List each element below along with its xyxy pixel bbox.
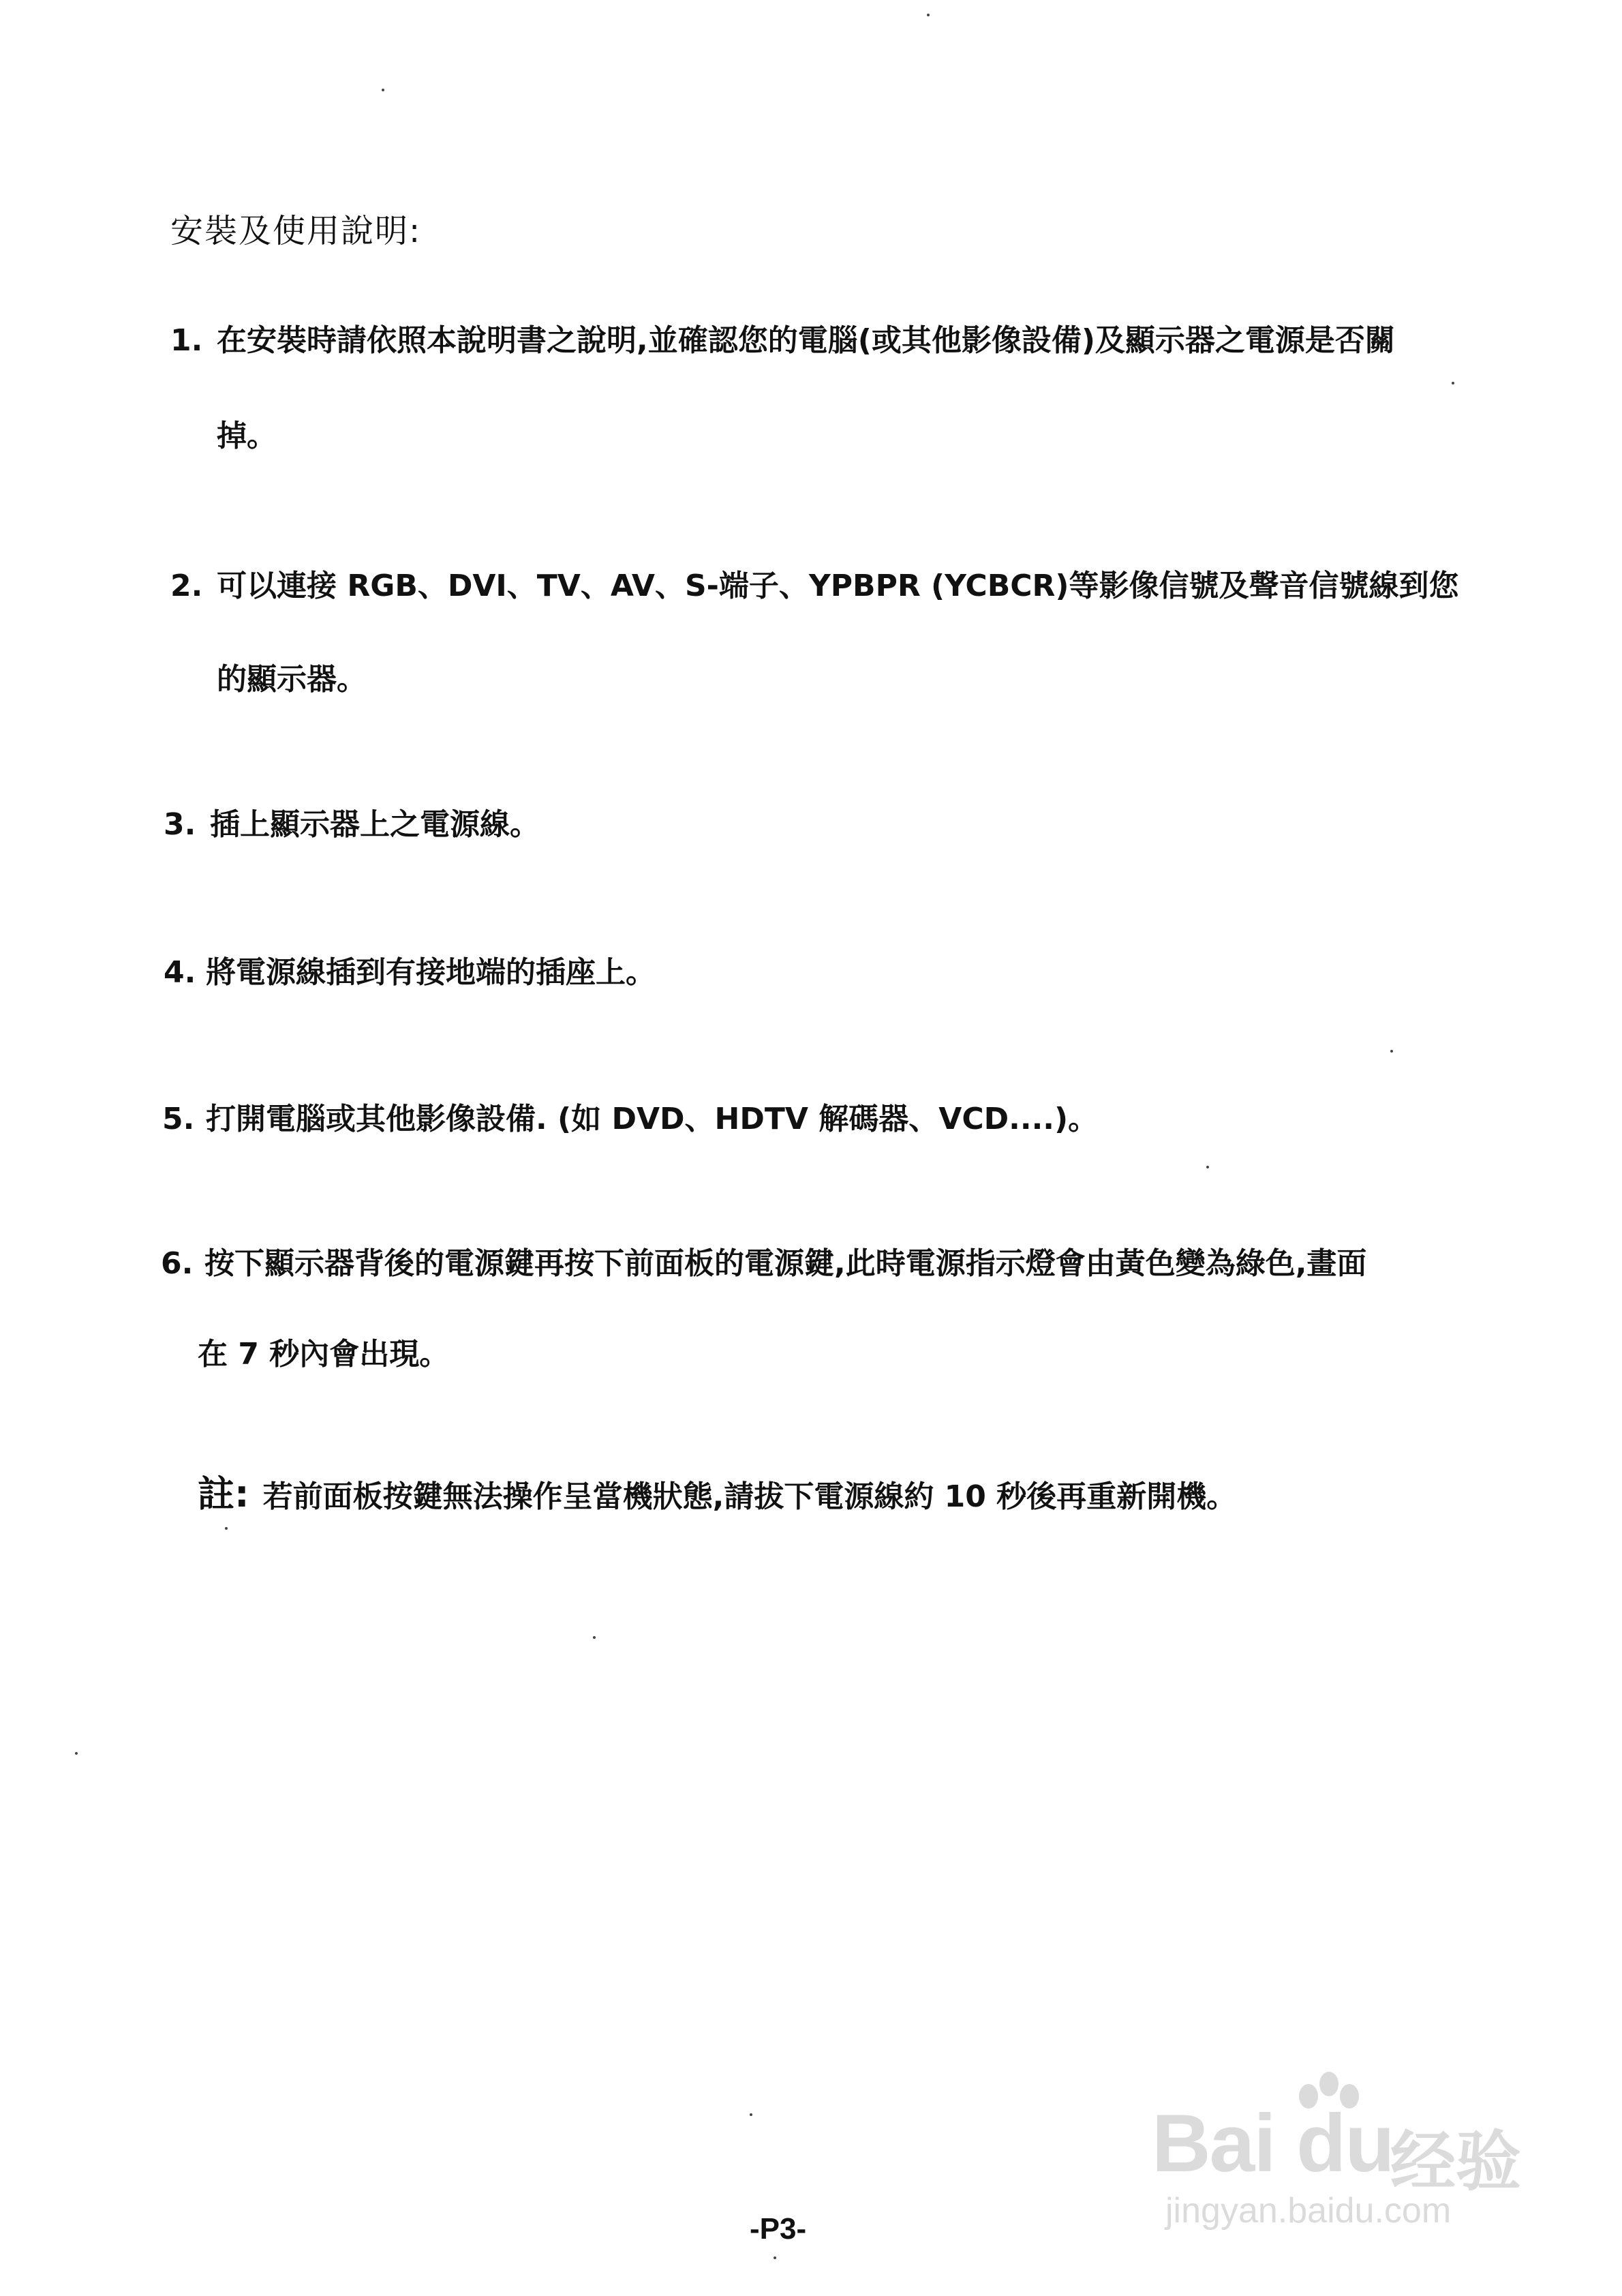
scan-speck: [750, 2113, 752, 2116]
list-item-number: 5.: [162, 1102, 195, 1136]
baidu-watermark: [1152, 2069, 1547, 2233]
scan-speck: [1390, 1050, 1393, 1053]
list-item-number: 3.: [164, 807, 196, 842]
note-label: 註:: [198, 1472, 249, 1515]
list-item-2-continuation: 的顯示器。: [217, 662, 367, 697]
scan-speck: [774, 2256, 776, 2259]
page-number: -P3-: [750, 2212, 807, 2246]
scan-speck: [382, 89, 384, 91]
list-item-number: 6.: [161, 1246, 194, 1281]
scan-speck: [1206, 1166, 1209, 1168]
scan-speck: [927, 14, 930, 16]
note: [198, 1472, 1237, 1515]
list-item-text: 插上顯示器上之電源線。: [210, 807, 540, 842]
note-text: 若前面板按鍵無法操作呈當機狀態,請拔下電源線約 10 秒後再重新開機。: [262, 1479, 1237, 1514]
page-title: 安裝及使用說明:: [170, 212, 422, 250]
scan-speck: [593, 1636, 596, 1639]
scan-speck: [225, 1527, 228, 1530]
list-item-number: 4.: [164, 955, 196, 990]
list-item-text: 可以連接 RGB、DVI、TV、AV、S-端子、YPBPR (YCBCR)等影像信號及聲音信號線到您: [217, 569, 1459, 603]
list-item-1-continuation: 掉。: [217, 419, 277, 453]
list-item-number: 1.: [170, 323, 203, 358]
list-item-text: 按下顯示器背後的電源鍵再按下前面板的電源鍵,此時電源指示燈會由黃色變為綠色,畫面: [204, 1246, 1367, 1281]
list-item-text: 將電源線插到有接地端的插座上。: [206, 955, 656, 990]
list-item-text: 在安裝時請依照本說明書之說明,並確認您的電腦(或其他影像設備)及顯示器之電源是否關: [217, 323, 1395, 358]
scan-speck: [75, 1752, 78, 1755]
list-item-6-continuation: 在 7 秒內會出現。: [198, 1337, 450, 1372]
list-item-number: 2.: [170, 569, 203, 603]
scan-speck: [1452, 382, 1454, 384]
watermark-brand-cn: 经验: [1390, 2124, 1521, 2200]
list-item-text: 打開電腦或其他影像設備. (如 DVD、HDTV 解碼器、VCD....)。: [206, 1102, 1099, 1136]
watermark-brand: Bai du: [1152, 2098, 1394, 2189]
watermark-url: jingyan.baidu.com: [1165, 2191, 1452, 2231]
